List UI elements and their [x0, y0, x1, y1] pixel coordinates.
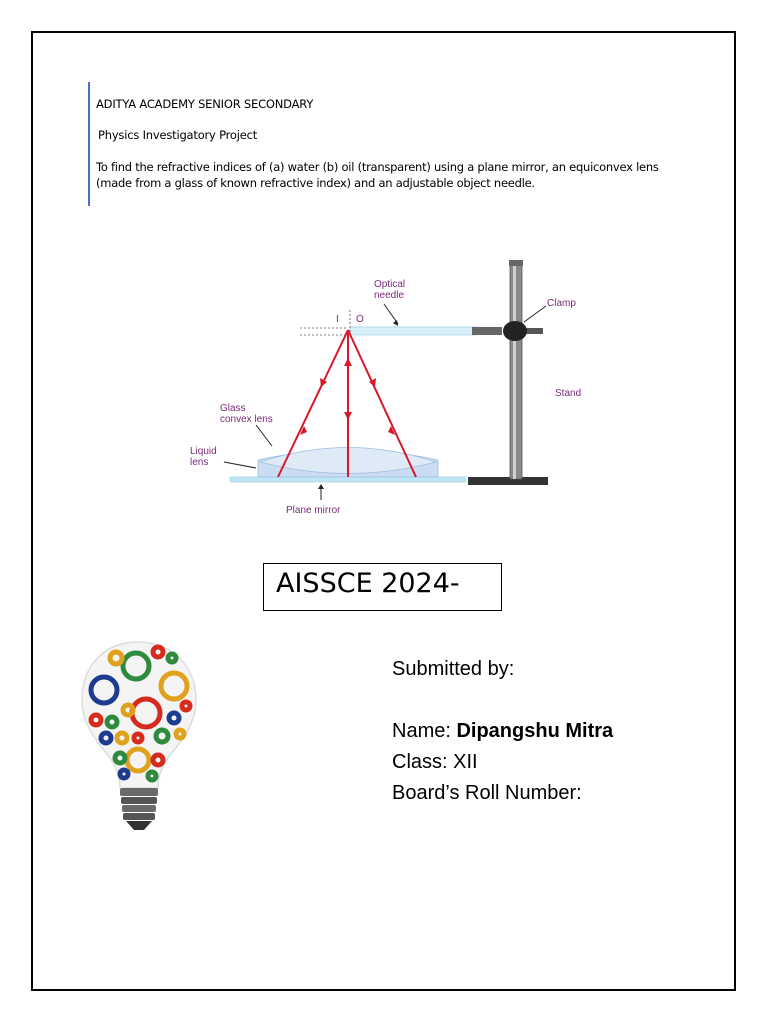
exam-label: AISSCE 2024- [276, 568, 460, 599]
student-name: Dipangshu Mitra [456, 720, 614, 742]
needle-holder [350, 327, 478, 335]
label-clamp: Clamp [547, 298, 576, 309]
stand-base [468, 477, 548, 485]
class-line [392, 751, 478, 774]
label-optical-needle: Optical [374, 279, 406, 290]
experiment-diagram [180, 240, 600, 525]
name-line [392, 720, 613, 743]
class-value: XII [453, 751, 478, 773]
project-title: Physics Investigatory Project [98, 128, 258, 142]
label-object: O [356, 314, 364, 325]
plane-mirror [230, 477, 466, 482]
label-glass-lens: convex lens [220, 414, 273, 425]
label-stand: Stand [555, 388, 582, 399]
school-name: ADITYA ACADEMY SENIOR SECONDARY [96, 97, 314, 111]
name-label: Name: [392, 720, 451, 742]
label-plane-mirror: Plane mirror [286, 505, 341, 516]
label-liquid-lens: Liquid [190, 446, 217, 457]
clamp [503, 321, 527, 341]
project-aim: To find the refractive indices of (a) water (b) oil (transparent) using a plane mirror, an equiconvex lens (made from a glass of known refractive index) and an adjustable object needle. [96, 160, 659, 190]
label-image: I [336, 314, 339, 325]
label-liquid-lens: lens [190, 457, 209, 468]
gear-bulb-icon [76, 638, 201, 834]
class-label: Class: [392, 751, 448, 773]
roll-number-label: Board’s Roll Number: [392, 782, 582, 804]
submitted-by: Submitted by: [392, 658, 515, 680]
label-optical-needle: needle [374, 290, 405, 301]
label-glass-lens: Glass [220, 403, 246, 414]
